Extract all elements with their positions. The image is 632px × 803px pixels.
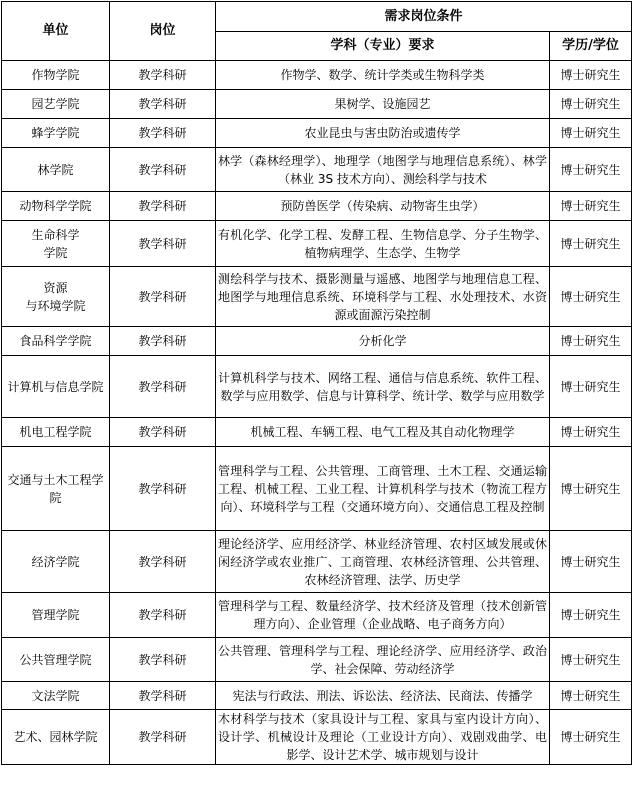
degree-cell: 博士研究生 (550, 221, 632, 267)
unit-cell (2, 327, 110, 356)
table-row (2, 682, 632, 710)
position-cell: 教学科研 (110, 356, 216, 418)
unit-line: 计算机与信息学院 (7, 379, 104, 394)
degree-cell: 博士研究生 (550, 447, 632, 531)
unit-cell (2, 148, 110, 192)
unit-cell (2, 710, 110, 765)
major-cell: 作物学、数学、统计学类或生物科学类 (216, 61, 550, 90)
position-cell: 教学科研 (110, 638, 216, 682)
unit-line: 公共管理学院 (19, 652, 92, 667)
header-degree: 学历/学位 (550, 32, 632, 61)
unit-line: 动物科学学院 (19, 199, 92, 213)
major-cell: 果树学、设施园艺 (216, 90, 550, 119)
table-row (2, 418, 632, 447)
table-row (2, 327, 632, 356)
major-cell: 宪法与行政法、刑法、诉讼法、经济法、民商法、传播学 (216, 682, 550, 710)
table-row (2, 710, 632, 765)
position-cell: 教学科研 (110, 148, 216, 192)
position-cell: 教学科研 (110, 267, 216, 327)
table-row (2, 90, 632, 119)
unit-line: 食品科学学院 (19, 334, 92, 348)
unit-cell (2, 418, 110, 447)
unit-cell (2, 267, 110, 327)
degree-cell: 博士研究生 (550, 61, 632, 90)
major-cell: 木材科学与技术（家具设计与工程、家具与室内设计方向）、设计学、机械设计及理论（工业设计方向）、戏剧戏曲学、电影学、设计艺术学、城市规划与设计 (216, 710, 550, 765)
unit-line: 经济学院 (31, 554, 80, 569)
position-cell: 教学科研 (110, 531, 216, 593)
major-cell: 公共管理、管理科学与工程、理论经济学、应用经济学、政治学、社会保障、劳动经济学 (216, 638, 550, 682)
major-cell: 管理科学与工程、公共管理、工商管理、土木工程、交通运输工程、机械工程、工业工程、计算机科学与技术（物流工程方向）、环境科学与工程（交通环境方向）、交通信息工程及控制 (216, 447, 550, 531)
unit-cell (2, 221, 110, 267)
unit-line: 作物学院 (31, 68, 80, 82)
table-row (2, 267, 632, 327)
position-cell: 教学科研 (110, 221, 216, 267)
unit-cell (2, 119, 110, 148)
unit-cell (2, 682, 110, 710)
table-row (2, 356, 632, 418)
degree-cell: 博士研究生 (550, 710, 632, 765)
table-row (2, 61, 632, 90)
table-row (2, 119, 632, 148)
major-cell: 预防兽医学（传染病、动物寄生虫学） (216, 192, 550, 221)
unit-line: 蜂学学院 (31, 126, 80, 140)
major-cell: 林学（森林经理学）、地理学（地图学与地理信息系统）、林学（林业 3S 技术方向）、测绘科学与技术 (216, 148, 550, 192)
unit-line: 资源 (43, 280, 68, 295)
degree-cell: 博士研究生 (550, 531, 632, 593)
position-cell: 教学科研 (110, 710, 216, 765)
major-cell: 理论经济学、应用经济学、林业经济管理、农村区域发展或休闲经济学或农业推广、工商管理、农林经济管理、公共管理、农林经济管理、法学、历史学 (216, 531, 550, 593)
unit-line: 林学院 (37, 162, 74, 177)
degree-cell: 博士研究生 (550, 119, 632, 148)
unit-line: 交通与土木工程学 (7, 472, 104, 487)
table-row (2, 531, 632, 593)
recruitment-table (1, 1, 632, 765)
major-cell: 有机化学、化学工程、发酵工程、生物信息学、分子生物学、植物病理学、生态学、生物学 (216, 221, 550, 267)
degree-cell: 博士研究生 (550, 327, 632, 356)
major-cell: 测绘科学与技术、摄影测量与遥感、地图学与地理信息工程、地图学与地理信息系统、环境科学与工程、水处理技术、水资源或面源污染控制 (216, 267, 550, 327)
unit-line: 文法学院 (31, 688, 80, 703)
table-row (2, 148, 632, 192)
header-position: 岗位 (110, 2, 216, 61)
position-cell: 教学科研 (110, 418, 216, 447)
unit-line: 学院 (43, 245, 68, 260)
table-row (2, 192, 632, 221)
unit-cell (2, 192, 110, 221)
degree-cell: 博士研究生 (550, 682, 632, 710)
degree-cell: 博士研究生 (550, 192, 632, 221)
degree-cell: 博士研究生 (550, 593, 632, 638)
unit-line: 与环境学院 (25, 298, 86, 313)
unit-line: 艺术、园林学院 (13, 730, 98, 744)
degree-cell: 博士研究生 (550, 356, 632, 418)
unit-cell (2, 447, 110, 531)
table-row (2, 638, 632, 682)
unit-line: 机电工程学院 (19, 425, 92, 439)
header-major: 学科（专业）要求 (216, 32, 550, 61)
table-row (2, 447, 632, 531)
degree-cell: 博士研究生 (550, 90, 632, 119)
unit-line: 园艺学院 (31, 97, 80, 111)
table-row (2, 221, 632, 267)
unit-cell (2, 531, 110, 593)
unit-cell (2, 593, 110, 638)
position-cell: 教学科研 (110, 682, 216, 710)
major-cell: 计算机科学与技术、网络工程、通信与信息系统、软件工程、数学与应用数学、信息与计算科学、统计学、数学与应用数学 (216, 356, 550, 418)
unit-cell (2, 356, 110, 418)
major-cell: 分析化学 (216, 327, 550, 356)
header-unit: 单位 (2, 2, 110, 61)
position-cell: 教学科研 (110, 90, 216, 119)
position-cell: 教学科研 (110, 119, 216, 148)
position-cell: 教学科研 (110, 61, 216, 90)
degree-cell: 博士研究生 (550, 418, 632, 447)
position-cell: 教学科研 (110, 327, 216, 356)
degree-cell: 博士研究生 (550, 267, 632, 327)
table-body (2, 61, 632, 765)
unit-line: 管理学院 (31, 608, 80, 622)
unit-cell (2, 638, 110, 682)
position-cell: 教学科研 (110, 447, 216, 531)
major-cell: 机械工程、车辆工程、电气工程及其自动化物理学 (216, 418, 550, 447)
header-conditions: 需求岗位条件 (216, 2, 632, 32)
major-cell: 管理科学与工程、数量经济学、技术经济及管理（技术创新管理方向）、企业管理（企业战略、电子商务方向） (216, 593, 550, 638)
table-row (2, 593, 632, 638)
unit-line: 院 (49, 490, 62, 505)
position-cell: 教学科研 (110, 192, 216, 221)
position-cell: 教学科研 (110, 593, 216, 638)
unit-cell (2, 90, 110, 119)
major-cell: 农业昆虫与害虫防治或遗传学 (216, 119, 550, 148)
degree-cell: 博士研究生 (550, 638, 632, 682)
unit-line: 生命科学 (31, 227, 80, 242)
degree-cell: 博士研究生 (550, 148, 632, 192)
unit-cell (2, 61, 110, 90)
